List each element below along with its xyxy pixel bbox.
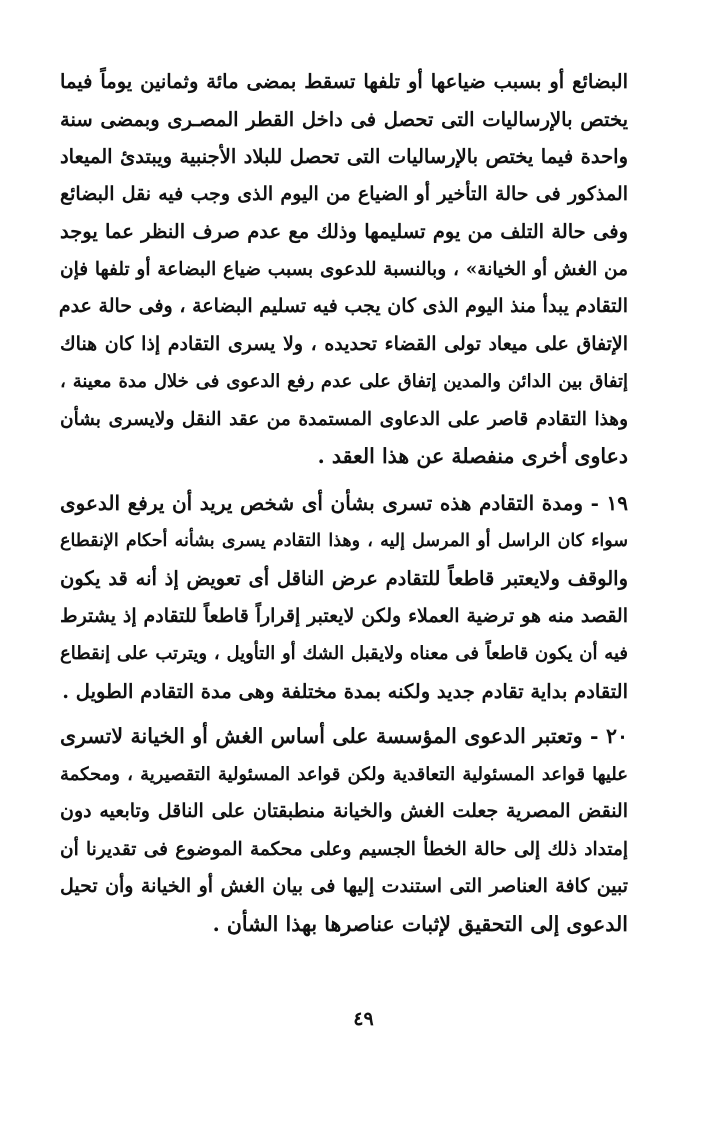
text-line: الدعوى إلى التحقيق لإثبات عناصرها بهذا الشأن . <box>212 911 628 936</box>
paragraph-1 <box>60 63 628 476</box>
text-line: وهذا التقادم قاصر على الدعاوى المستمدة من عقد النقل ولايسرى بشأن <box>60 408 628 430</box>
text-line: من الغش أو الخيانة» ، وبالنسبة للدعوى بسبب ضياع البضاعة أو تلفها فإن <box>60 258 628 280</box>
text-line: دعاوى أخرى منفصلة عن هذا العقد . <box>317 444 628 468</box>
paragraph-2 <box>60 485 628 710</box>
text-line: التقادم بداية تقادم جديد ولكنه بمدة مختلفة وهى مدة التقادم الطويل . <box>62 679 628 703</box>
text-line: إمتداد ذلك إلى حالة الخطأ الجسيم وعلى محكمة الموضوع فى تقديرنا أن <box>60 838 628 860</box>
text-line: سواء كان الراسل أو المرسل إليه ، وهذا التقادم يسرى بشأنه أحكام الإنقطاع <box>60 530 628 551</box>
text-line: والوقف ولايعتبر قاطعاً للتقادم عرض الناقل أى تعويض إذ أنه قد يكون <box>60 567 628 590</box>
paragraph-3 <box>60 718 628 943</box>
text-line: تبين كافة العناصر التى استندت إليها فى بيان الغش أو الخيانة وأن تحيل <box>60 875 628 897</box>
text-line: فيه أن يكون قاطعاً فى معناه ولايقبل الشك أو التأويل ، ويترتب على إنقطاع <box>60 643 628 664</box>
text-line: ٢٠ - وتعتبر الدعوى المؤسسة على أساس الغش أو الخيانة لاتسرى <box>60 724 628 748</box>
text-line: ١٩ - ومدة التقادم هذه تسرى بشأن أى شخص يريد أن يرفع الدعوى <box>60 491 628 515</box>
text-line: وفى حالة التلف من يوم تسليمها وذلك مع عدم صرف النظر عما يوجد <box>60 220 628 243</box>
text-line: إتفاق بين الدائن والمدين إتفاق على عدم رفع الدعوى فى خلال مدة معينة ، <box>60 371 628 392</box>
text-line: عليها قواعد المسئولية التعاقدية ولكن قواعد المسئولية التقصيرية ، ومحكمة <box>60 763 628 785</box>
text-line: يختص بالإرساليات التى تحصل فى داخل القطر المصـرى وبمضى سنة <box>60 107 628 131</box>
text-line: الإتفاق على ميعاد تولى القضاء تحديده ، ولا يسرى التقادم إذا كان هناك <box>60 332 628 355</box>
text-line: النقض المصرية جعلت الغش والخيانة منطبقتان على الناقل وتابعيه دون <box>60 800 628 822</box>
text-line: واحدة فيما يختص بالإرساليات التى تحصل للبلاد الأجنبية ويبتدئ الميعاد <box>60 145 628 168</box>
page-number: ٤٩ <box>353 1008 374 1030</box>
text-line: البضائع أو بسبب ضياعها أو تلفها تسقط بمضى مائة وثمانين يوماً فيما <box>60 70 628 93</box>
text-line: التقادم يبدأ منذ اليوم الذى كان يجب فيه تسليم البضاعة ، وفى حالة عدم <box>58 295 628 317</box>
text-line: القصد منه هو ترضية العملاء ولكن لايعتبر إقراراً قاطعاً للتقادم إذ يشترط <box>60 604 628 627</box>
text-line: المذكور فى حالة التأخير أو الضياع من اليوم الذى وجب فيه نقل البضائع <box>60 182 628 205</box>
